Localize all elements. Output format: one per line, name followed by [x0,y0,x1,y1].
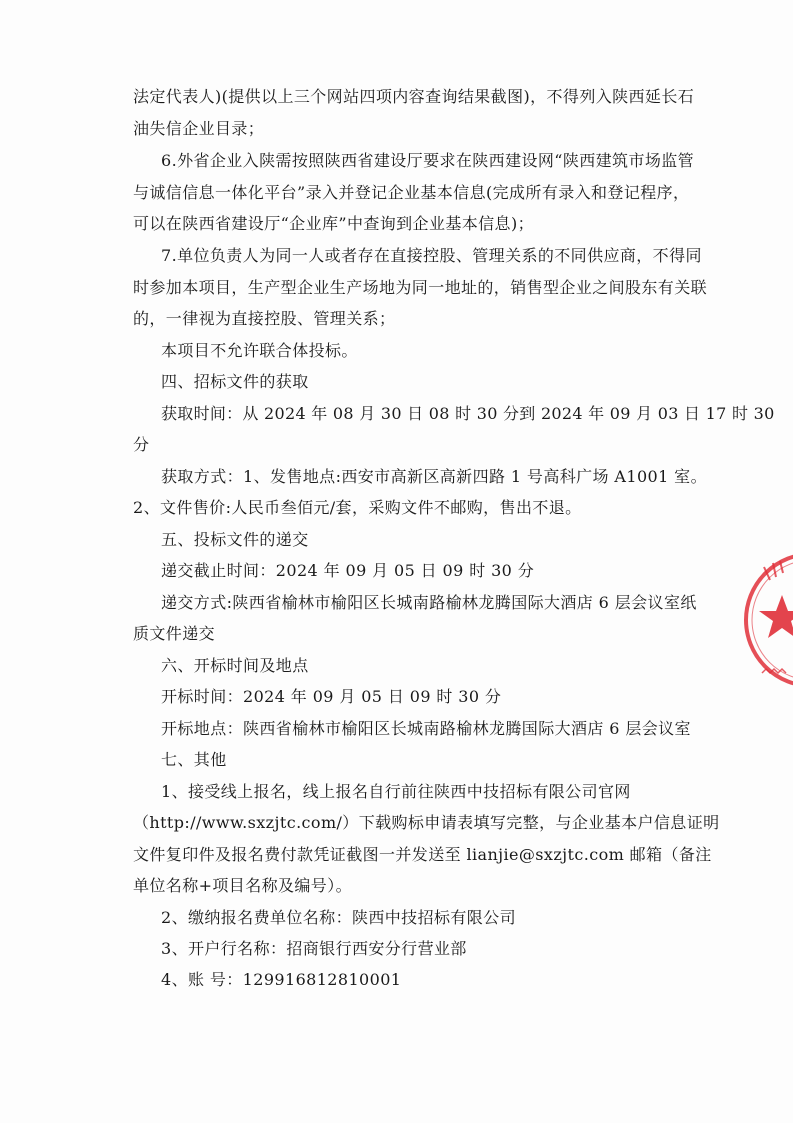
text-line: 的，一律视为直接控股、管理关系； [133,309,396,328]
text-line: 2、缴纳报名费单位名称：陕西中技招标有限公司 [161,908,516,927]
text-line: 与诚信信息一体化平台”录入并登记企业基本信息(完成所有录入和登记程序， [133,183,690,202]
section-heading: 五、投标文件的递交 [161,530,309,549]
text-line: 开标时间：2024 年 09 月 05 日 09 时 30 分 [161,687,502,706]
text-line: 递交方式:陕西省榆林市榆阳区长城南路榆林龙腾国际大酒店 6 层会议室纸 [161,593,697,612]
text-line: 法定代表人)(提供以上三个网站四项内容查询结果截图)，不得列入陕西延长石 [133,87,695,106]
text-line: 获取方式：1、发售地点:西安市高新区高新四路 1 号高科广场 A1001 室。 [161,467,707,486]
text-line: 4、账 号：129916812810001 [161,970,402,989]
text-line: 递交截止时间：2024 年 09 月 05 日 09 时 30 分 [161,561,535,580]
text-line: 单位名称+项目名称及编号）。 [133,876,353,895]
text-line: 3、开户行名称：招商银行西安分行营业部 [161,939,467,958]
text-line: 获取时间：从 2024 年 08 月 30 日 08 时 30 分到 2024 年 09 月 03 日 17 时 30 [161,404,775,423]
section-heading: 六、开标时间及地点 [161,656,309,675]
section-heading: 七、其他 [161,750,227,769]
text-line: 文件复印件及报名费付款凭证截图一并发送至 lianjie@sxzjtc.com 邮箱（备注 [133,845,712,864]
red-seal-stamp [740,545,793,695]
text-line: 2、文件售价:人民币叁佰元/套，采购文件不邮购，售出不退。 [133,498,582,517]
text-line: 时参加本项目，生产型企业生产场地为同一地址的，销售型企业之间股东有关联 [133,278,708,297]
text-line: 1、接受线上报名，线上报名自行前往陕西中技招标有限公司官网 [161,782,631,801]
text-line: 开标地点：陕西省榆林市榆阳区长城南路榆林龙腾国际大酒店 6 层会议室 [161,719,691,738]
text-line: 7.单位负责人为同一人或者存在直接控股、管理关系的不同供应商，不得同 [161,246,702,265]
text-line: 质文件递交 [133,624,216,643]
text-line: （http://www.sxzjtc.com/）下载购标申请表填写完整，与企业基本户信息证明 [133,813,720,832]
text-line: 本项目不允许联合体投标。 [161,341,358,360]
text-line: 可以在陕西省建设厅“企业库”中查询到企业基本信息)； [133,214,535,233]
section-heading: 四、招标文件的获取 [161,372,309,391]
text-line: 6.外省企业入陕需按照陕西省建设厅要求在陕西建设网“陕西建筑市场监管 [161,151,695,170]
text-line: 油失信企业目录； [133,119,265,138]
text-line: 分 [133,435,150,454]
